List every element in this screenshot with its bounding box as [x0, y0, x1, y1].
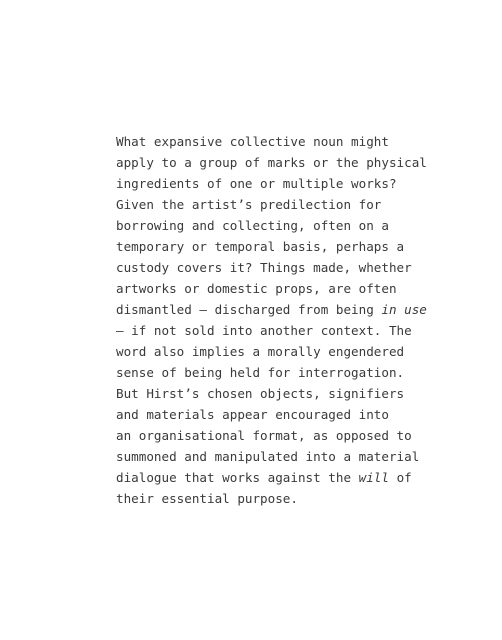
paragraph-line: word also implies a morally engendered — [116, 344, 405, 359]
paragraph-line: What expansive collective noun might — [116, 134, 389, 149]
paragraph-line: But Hirst’s chosen objects, signifiers — [116, 386, 405, 401]
paragraph-line: artworks or domestic props, are often — [116, 281, 397, 296]
emphasis-in-use: in use — [381, 302, 427, 317]
paragraph-line: Given the artist’s predilection for — [116, 197, 382, 212]
paragraph-line: apply to a group of marks or the physical — [116, 155, 427, 170]
emphasis-will: will — [358, 470, 389, 485]
paragraph-line: temporary or temporal basis, perhaps a — [116, 239, 405, 254]
paragraph-line: and materials appear encouraged into — [116, 407, 389, 422]
paragraph-line: — if not sold into another context. The — [116, 323, 412, 338]
paragraph-line: custody covers it? Things made, whether — [116, 260, 412, 275]
paragraph-line: borrowing and collecting, often on a — [116, 218, 389, 233]
paragraph-line: summoned and manipulated into a material — [116, 449, 420, 464]
body-paragraph — [116, 131, 456, 509]
paragraph-line: their essential purpose. — [116, 491, 298, 506]
paragraph-line: ingredients of one or multiple works? — [116, 176, 397, 191]
paragraph-line: dialogue that works against the will of — [116, 470, 412, 485]
paragraph-line: an organisational format, as opposed to — [116, 428, 412, 443]
paragraph-line: sense of being held for interrogation. — [116, 365, 405, 380]
paragraph-line: dismantled — discharged from being in use — [116, 302, 427, 317]
